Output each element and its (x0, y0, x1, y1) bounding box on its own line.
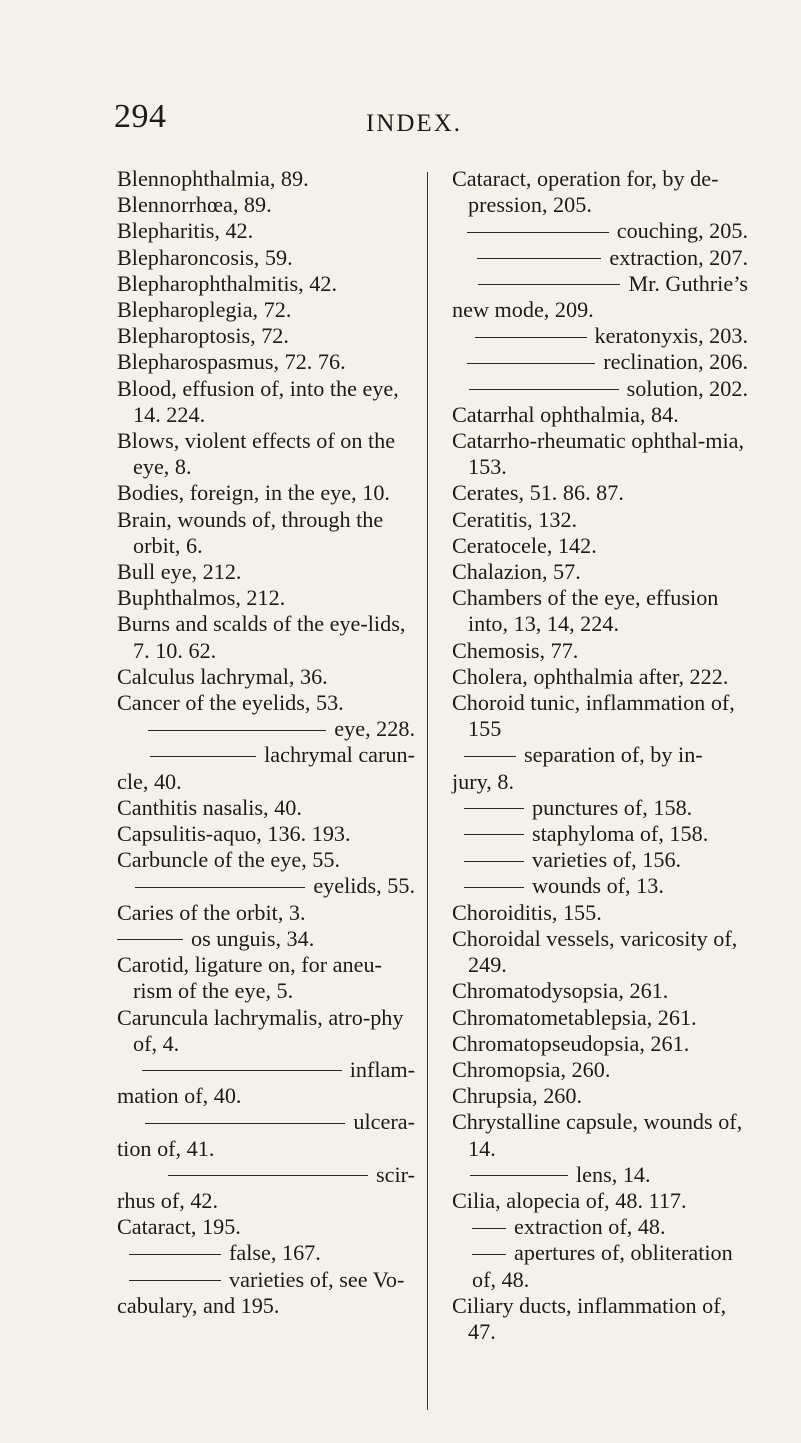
index-subentry-text: varieties of, 156. (532, 847, 682, 873)
ditto-rule (150, 756, 256, 757)
index-entry: Blepharophthalmitis, 42. (117, 270, 338, 296)
index-entry: Chemosis, 77. (452, 637, 579, 663)
index-entry: Cataract, 195. (117, 1214, 241, 1240)
ditto-rule (467, 363, 595, 364)
index-entry: Catarrhal ophthalmia, 84. (452, 401, 679, 427)
index-subentry-text: wounds of, 13. (532, 873, 664, 899)
index-subentry (452, 323, 748, 349)
ditto-rule (142, 1070, 342, 1071)
ditto-rule (135, 887, 305, 888)
index-subentry-text: couching, 205. (616, 218, 748, 244)
index-entry: Blepharoplegia, 72. (117, 297, 292, 323)
column-rule (427, 172, 428, 1410)
index-entry-continuation: cabulary, and 195. (117, 1292, 280, 1318)
ditto-rule (129, 1254, 221, 1255)
index-entry-continuation: jury, 8. (452, 768, 515, 794)
index-entry: Calculus lachrymal, 36. (117, 663, 328, 689)
index-entry: Chromopsia, 260. (452, 1056, 611, 1082)
index-entry: Choroiditis, 155. (452, 899, 602, 925)
ditto-rule (475, 337, 587, 338)
index-subentry (117, 1240, 415, 1266)
index-subentry-text: eye, 228. (334, 716, 415, 742)
index-subentry (452, 1214, 748, 1240)
index-entry: Chalazion, 57. (452, 559, 581, 585)
index-entry: Ceratocele, 142. (452, 532, 597, 558)
index-entry: Choroid tunic, inflammation of, 155 (452, 690, 735, 742)
index-subentry-text: solution, 202. (626, 375, 748, 401)
index-entry: Blows, violent effects of on the eye, 8. (117, 428, 396, 480)
index-subentry (452, 245, 748, 271)
index-entry: Blennorrhœa, 89. (117, 192, 272, 218)
running-head: INDEX. (366, 110, 463, 137)
index-entry: Canthitis nasalis, 40. (117, 794, 302, 820)
index-subentry-text: Mr. Guthrie’s (628, 270, 748, 296)
page-number: 294 (114, 98, 167, 135)
index-subentry-text: eyelids, 55. (313, 873, 415, 899)
index-subentry-text: scir- (376, 1161, 415, 1187)
index-subentry-text: varieties of, see Vo- (229, 1266, 405, 1292)
index-subentry-text: reclination, 206. (603, 349, 748, 375)
ditto-rule (464, 834, 524, 835)
index-column-right (452, 166, 748, 1345)
ditto-rule (470, 1175, 568, 1176)
index-subentry (452, 795, 748, 821)
index-subentry-text: inflam- (349, 1056, 415, 1082)
index-subentry (452, 742, 748, 768)
index-entry: Chromatometablepsia, 261. (452, 1004, 697, 1030)
index-entry: Carbuncle of the eye, 55. (117, 847, 341, 873)
index-entry: Chromatopseudopsia, 261. (452, 1030, 690, 1056)
index-subentry (452, 349, 748, 375)
index-subentry-text: ulcera- (353, 1109, 415, 1135)
index-entry: Cancer of the eyelids, 53. (117, 690, 344, 716)
index-subentry (117, 926, 415, 952)
index-entry: Blepharospasmus, 72. 76. (117, 349, 346, 375)
index-entry: Burns and scalds of the eye-lids, 7. 10. 62. (117, 611, 406, 663)
index-entry: Choroidal vessels, varicosity of, 249. (452, 925, 738, 978)
index-subentry (117, 1109, 415, 1135)
ditto-rule (477, 258, 601, 259)
index-entry: Caruncula lachrymalis, atro-phy of, 4. (117, 1004, 404, 1056)
index-column-left (117, 166, 415, 1319)
index-entry: Cholera, ophthalmia after, 222. (452, 663, 729, 689)
ditto-rule (464, 756, 516, 757)
index-subentry (117, 1267, 415, 1293)
index-subentry (117, 873, 415, 899)
index-entry: Carotid, ligature on, for aneu-rism of the eye, 5. (117, 952, 382, 1004)
index-subentry (452, 271, 748, 297)
ditto-rule (148, 730, 326, 731)
index-entry-continuation: cle, 40. (117, 768, 182, 794)
index-entry: Cataract, operation for, by de-pression, 205. (452, 166, 719, 218)
index-entry: Caries of the orbit, 3. (117, 899, 306, 925)
index-entry: Chromatodysopsia, 261. (452, 978, 669, 1004)
index-entry: Cerates, 51. 86. 87. (452, 480, 624, 506)
index-subentry (117, 716, 415, 742)
index-subentry-text: staphyloma of, 158. (532, 821, 709, 847)
index-entry: Ciliary ducts, inflammation of, 47. (452, 1292, 727, 1344)
index-entry: Bull eye, 212. (117, 559, 242, 585)
index-entry: Blennophthalmia, 89. (117, 166, 309, 191)
ditto-rule (129, 1280, 221, 1281)
index-entry-continuation: rhus of, 42. (117, 1187, 219, 1213)
index-entry-continuation: mation of, 40. (117, 1083, 242, 1109)
index-subentry (452, 847, 748, 873)
index-entry: Ceratitis, 132. (452, 506, 578, 532)
index-entry-continuation: tion of, 41. (117, 1135, 215, 1161)
index-subentry-text: lens, 14. (576, 1161, 651, 1187)
index-entry: Chambers of the eye, effusion into, 13, 14, 224. (452, 585, 719, 637)
index-entry: Cilia, alopecia of, 48. 117. (452, 1187, 687, 1213)
ditto-rule (478, 284, 620, 285)
index-subentry (452, 873, 748, 899)
index-entry-continuation: new mode, 209. (452, 297, 594, 323)
ditto-rule (117, 939, 183, 940)
index-entry: Catarrho-rheumatic ophthal-mia, 153. (452, 428, 745, 480)
index-subentry (452, 218, 748, 244)
index-subentry-text: lachrymal carun- (264, 742, 415, 768)
index-subentry (452, 821, 748, 847)
index-subentry (452, 1240, 748, 1292)
ditto-rule (464, 861, 524, 862)
ditto-rule (168, 1175, 368, 1176)
index-subentry-text: separation of, by in- (524, 742, 703, 768)
index-entry: Capsulitis-aquo, 136. 193. (117, 821, 351, 847)
index-entry: Chrupsia, 260. (452, 1083, 583, 1109)
index-entry: Brain, wounds of, through the orbit, 6. (117, 506, 384, 558)
index-subentry (117, 1057, 415, 1083)
index-subentry-text: punctures of, 158. (532, 794, 693, 820)
index-subentry (117, 1162, 415, 1188)
index-subentry-text: extraction of, 48. (514, 1214, 666, 1240)
index-subentry-text: os unguis, 34. (191, 925, 315, 951)
index-subentry-text: keratonyxis, 203. (594, 323, 748, 349)
index-entry: Blepharoncosis, 59. (117, 244, 293, 270)
ditto-rule (145, 1123, 345, 1124)
index-subentry-text: extraction, 207. (609, 244, 748, 270)
ditto-rule (469, 389, 619, 390)
ditto-rule (464, 887, 524, 888)
index-entry: Blepharitis, 42. (117, 218, 254, 244)
index-entry: Chrystalline capsule, wounds of, 14. (452, 1109, 743, 1161)
ditto-rule (472, 1228, 506, 1229)
index-entry: Blepharoptosis, 72. (117, 323, 289, 349)
ditto-rule (467, 232, 609, 233)
index-subentry-text: false, 167. (229, 1240, 321, 1266)
index-subentry-text: apertures of, obliteration of, 48. (472, 1240, 733, 1292)
index-subentry (452, 376, 748, 402)
index-entry: Blood, effusion of, into the eye, 14. 224. (117, 375, 399, 427)
ditto-rule (464, 808, 524, 809)
index-subentry (117, 742, 415, 768)
index-entry: Buphthalmos, 212. (117, 585, 286, 611)
index-entry: Bodies, foreign, in the eye, 10. (117, 480, 390, 506)
ditto-rule (472, 1254, 506, 1255)
index-subentry (452, 1162, 748, 1188)
